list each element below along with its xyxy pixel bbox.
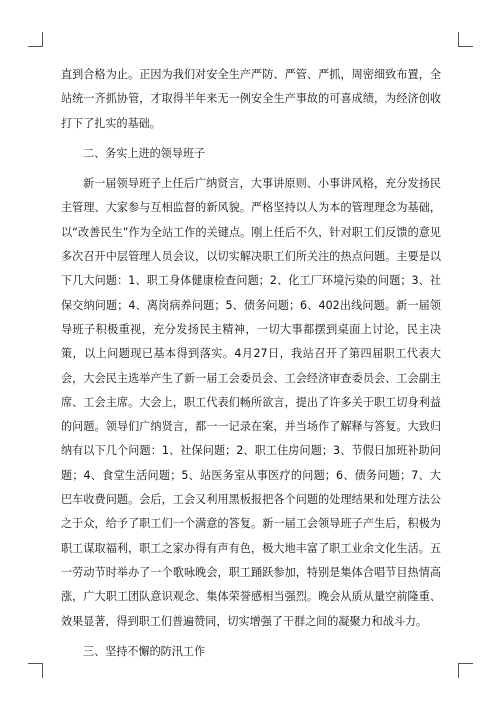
crop-mark-bottom-left	[28, 663, 43, 678]
section-heading-leadership: 二、务实上进的领导班子	[83, 146, 206, 160]
paragraph-leadership: 新一届领导班子上任后广纳贤言，大事讲原则、小事讲风格，充分发扬民主管理、大家参与互相监督的新风貌。严格坚持以人为本的管理理念为基础，以“改善民生”作为全站工作的关键点。刚上任后不久，针对职工们反馈的意见多次召开中层管理人员会议，以切实解决职工们所关注的热点问题。主要是以下几大问题：1、职工身体健康检查问题；2、化工厂环境污染的问题；3、社保交纳问题；4、离岗病养问题；5、债务问题；6、402出线问题。新一届领导班子积极重视，充分发扬民主精神，一切大事都摆到桌面上讨论，民主决策，以上问题现已基本得到落实。4月27日，我站召开了第四届职工代表大会，大会民主选举产生了新一届工会委员会、工会经济审查委员会、工会副主席、工会主席。大会上，职工代表们畅所欲言，提出了许多关于职工切身利益的问题。领导们广纳贤言，都一一记录在案，并当场作了解释与答复。大致归纳有以下几个问题：1、社保问题；2、职工住房问题；3、节假日加班补助问题；4、食堂生活问题；5、站医务室从事医疗的问题；6、债务问题；7、大巴车收费问题。会后，工会又利用黑板报把各个问题的处理结果和处理方法公之于众，给予了职工们一个满意的答复。新一届工会领导班子产生后，积极为职工谋取福利，职工之家办得有声有色，极大地丰富了职工业余文化生活。五一劳动节时举办了一个歌咏晚会，职工踊跃参加，特别是集体合唱节目热情高涨，广大职工团队意识观念、集体荣誉感相当强烈。晚会从质从量空前隆重、效果显著，得到职工们普遍赞同，切实增强了干群之间的凝聚力和战斗力。	[61, 177, 441, 628]
paragraph-safety-conclusion: 直到合格为止。正因为我们对安全生产严防、严管、严抓，周密细致布置，全站统一齐抓协管，才取得半年来无一例安全生产事故的可喜成绩，为经济创收打下了扎实的基础。	[61, 68, 441, 130]
crop-mark-top-right	[458, 32, 473, 47]
section-heading-flood-control: 三、坚持不懈的防汛工作	[83, 644, 206, 658]
document-body	[61, 63, 441, 664]
crop-mark-bottom-right	[458, 663, 473, 678]
crop-mark-top-left	[28, 32, 43, 47]
